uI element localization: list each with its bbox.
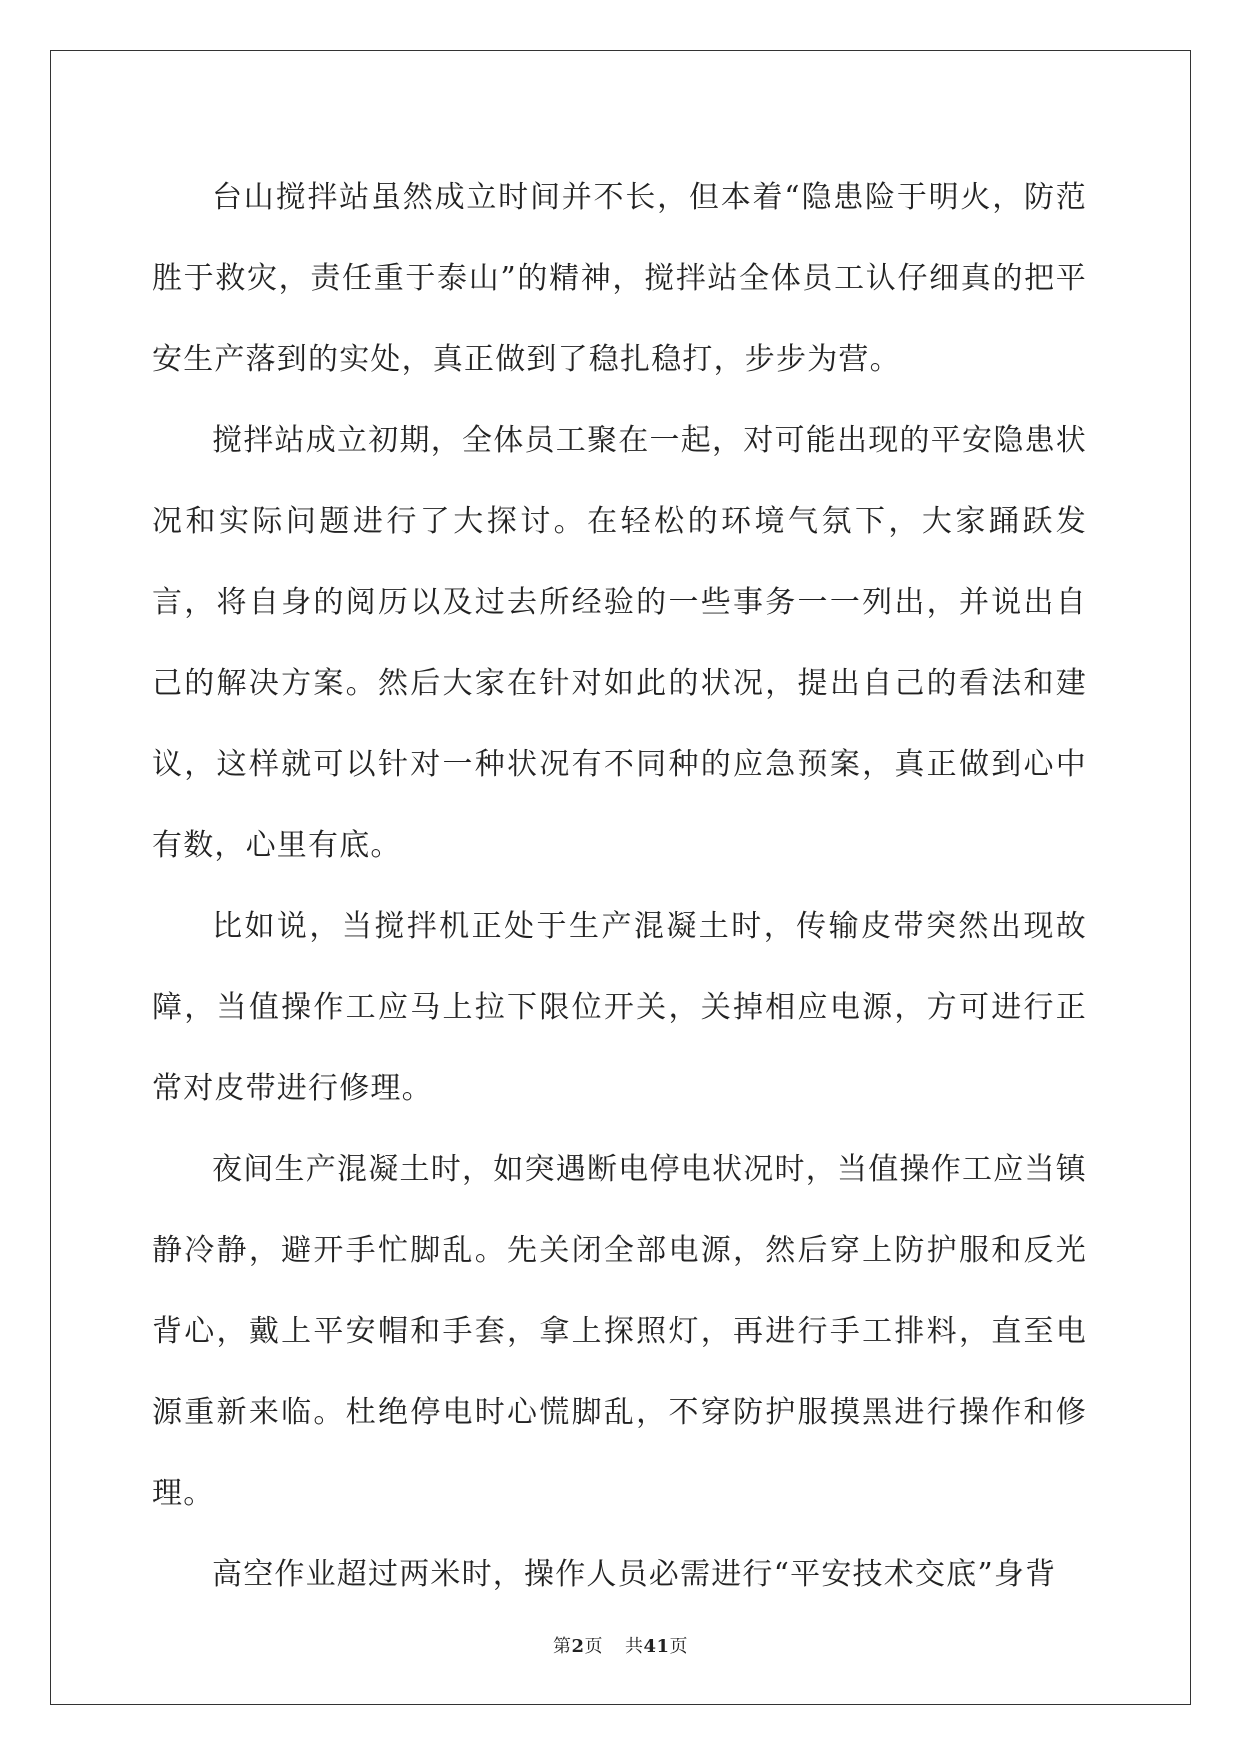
total-suffix: 页 [669, 1636, 689, 1657]
page-prefix: 第 [552, 1636, 572, 1657]
total-page-number: 41 [643, 1636, 670, 1657]
total-prefix: 共 [624, 1636, 644, 1657]
page-footer [0, 1632, 1241, 1658]
paragraph-3: 比如说，当搅拌机正处于生产混凝土时，传输皮带突然出现故障，当值操作工应马上拉下限位开关，关掉相应电源，方可进行正常对皮带进行修理。 [152, 909, 1087, 1106]
paragraph-1: 台山搅拌站虽然成立时间并不长，但本着“隐患险于明火，防范胜于救灾，责任重于泰山”的精神，搅拌站全体员工认仔细真的把平安生产落到的实处，真正做到了稳扎稳打，步步为营。 [152, 180, 1087, 377]
paragraph-5: 高空作业超过两米时，操作人员必需进行“平安技术交底”身背 [212, 1557, 1057, 1592]
page-suffix: 页 [584, 1636, 603, 1657]
paragraph-2: 搅拌站成立初期，全体员工聚在一起，对可能出现的平安隐患状况和实际问题进行了大探讨。在轻松的环境气氛下，大家踊跃发言，将自身的阅历以及过去所经验的一些事务一一列出，并说出自己的解决方案。然后大家在针对如此的状况，提出自己的看法和建议，这样就可以针对一种状况有不同种的应急预案，真正做到心中有数，心里有底。 [152, 423, 1087, 863]
paragraph-4: 夜间生产混凝土时，如突遇断电停电状况时，当值操作工应当镇静冷静，避开手忙脚乱。先关闭全部电源，然后穿上防护服和反光背心，戴上平安帽和手套，拿上探照灯，再进行手工排料，直至电源重新来临。杜绝停电时心慌脚乱，不穿防护服摸黑进行操作和修理。 [152, 1152, 1087, 1511]
current-page-number: 2 [571, 1636, 585, 1657]
document-body [152, 157, 1087, 1615]
